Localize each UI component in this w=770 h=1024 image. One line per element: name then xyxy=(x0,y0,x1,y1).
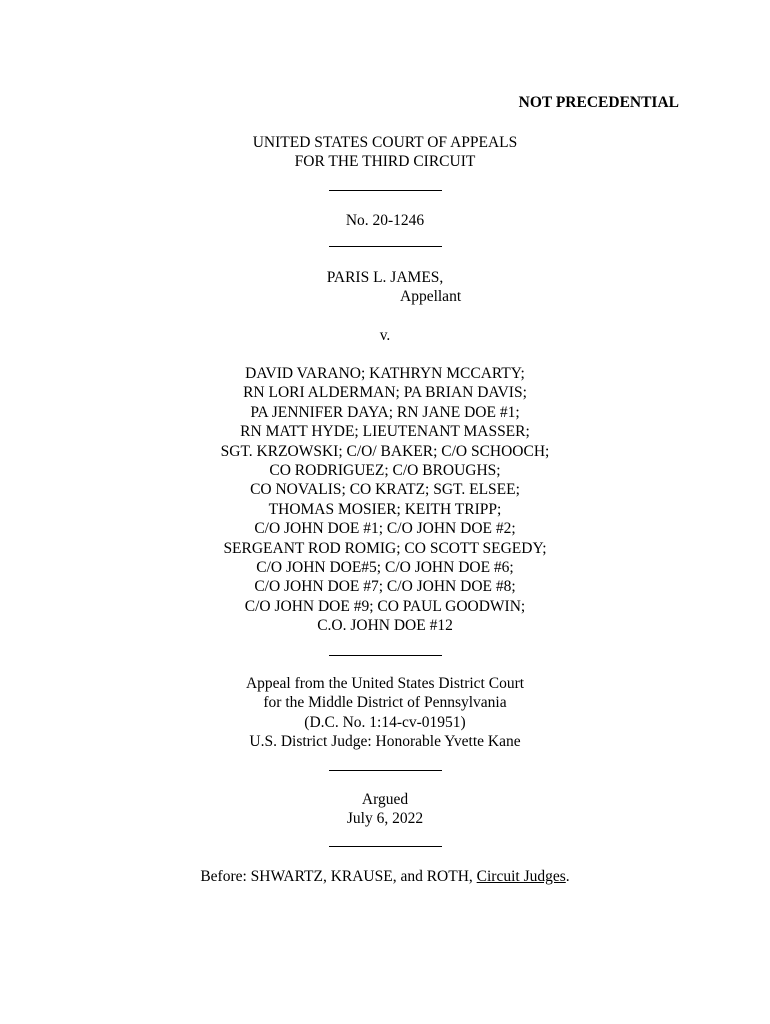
court-circuit-line: FOR THE THIRD CIRCUIT xyxy=(294,153,476,171)
appellant-block xyxy=(0,268,770,287)
appeal-origin-block xyxy=(0,674,770,752)
appellee-line: DAVID VARANO; KATHRYN MCCARTY; xyxy=(245,365,525,382)
appellee-line: RN MATT HYDE; LIEUTENANT MASSER; xyxy=(240,423,530,441)
case-number-block xyxy=(0,211,770,230)
district-case-number: (D.C. No. 1:14-cv-01951) xyxy=(304,713,466,731)
separator-rule xyxy=(329,190,442,191)
versus-block xyxy=(0,326,770,345)
district-judge-line: U.S. District Judge: Honorable Yvette Kane xyxy=(249,733,521,751)
appellee-line: SERGEANT ROD ROMIG; CO SCOTT SEGEDY; xyxy=(223,539,547,557)
separator-rule xyxy=(329,770,442,771)
appellee-line: C/O JOHN DOE #1; C/O JOHN DOE #2; xyxy=(254,520,516,538)
appellees-list xyxy=(0,364,770,636)
separator-rule xyxy=(329,655,442,656)
appellee-line: CO NOVALIS; CO KRATZ; SGT. ELSEE; xyxy=(250,481,520,499)
appellee-line: CO RODRIGUEZ; C/O BROUGHS; xyxy=(269,462,501,480)
appellee-line: C/O JOHN DOE #7; C/O JOHN DOE #8; xyxy=(254,578,516,596)
court-heading xyxy=(0,133,770,172)
argued-block xyxy=(0,790,770,829)
appellee-line: C.O. JOHN DOE #12 xyxy=(317,617,453,635)
appellee-line: RN LORI ALDERMAN; PA BRIAN DAVIS; xyxy=(243,384,527,402)
appeal-district-line: for the Middle District of Pennsylvania xyxy=(263,694,507,712)
appellee-line: SGT. KRZOWSKI; C/O/ BAKER; C/O SCHOOCH; xyxy=(220,442,550,460)
appellee-line: THOMAS MOSIER; KEITH TRIPP; xyxy=(268,500,502,518)
argued-date: July 6, 2022 xyxy=(346,810,424,828)
appellant-role: Appellant xyxy=(400,288,462,305)
panel-judges: Before: SHWARTZ, KRAUSE, and ROTH, xyxy=(200,868,477,885)
court-name-line: UNITED STATES COURT OF APPEALS xyxy=(252,134,518,151)
panel-judges-line xyxy=(0,867,770,886)
separator-rule xyxy=(329,846,442,847)
panel-judges-period: . xyxy=(565,868,570,885)
appellee-line: PA JENNIFER DAYA; RN JANE DOE #1; xyxy=(250,403,520,421)
circuit-judges-title: Circuit Judges xyxy=(476,868,566,885)
versus: v. xyxy=(379,327,391,344)
appellant-name: PARIS L. JAMES, xyxy=(326,269,444,286)
precedential-designation: NOT PRECEDENTIAL xyxy=(518,94,679,111)
appellee-line: C/O JOHN DOE#5; C/O JOHN DOE #6; xyxy=(256,559,514,577)
case-number: No. 20-1246 xyxy=(345,212,425,229)
argued-label: Argued xyxy=(361,791,409,808)
appeal-origin-line: Appeal from the United States District Court xyxy=(245,675,525,692)
appellee-line: C/O JOHN DOE #9; CO PAUL GOODWIN; xyxy=(244,597,526,615)
separator-rule xyxy=(329,246,442,247)
